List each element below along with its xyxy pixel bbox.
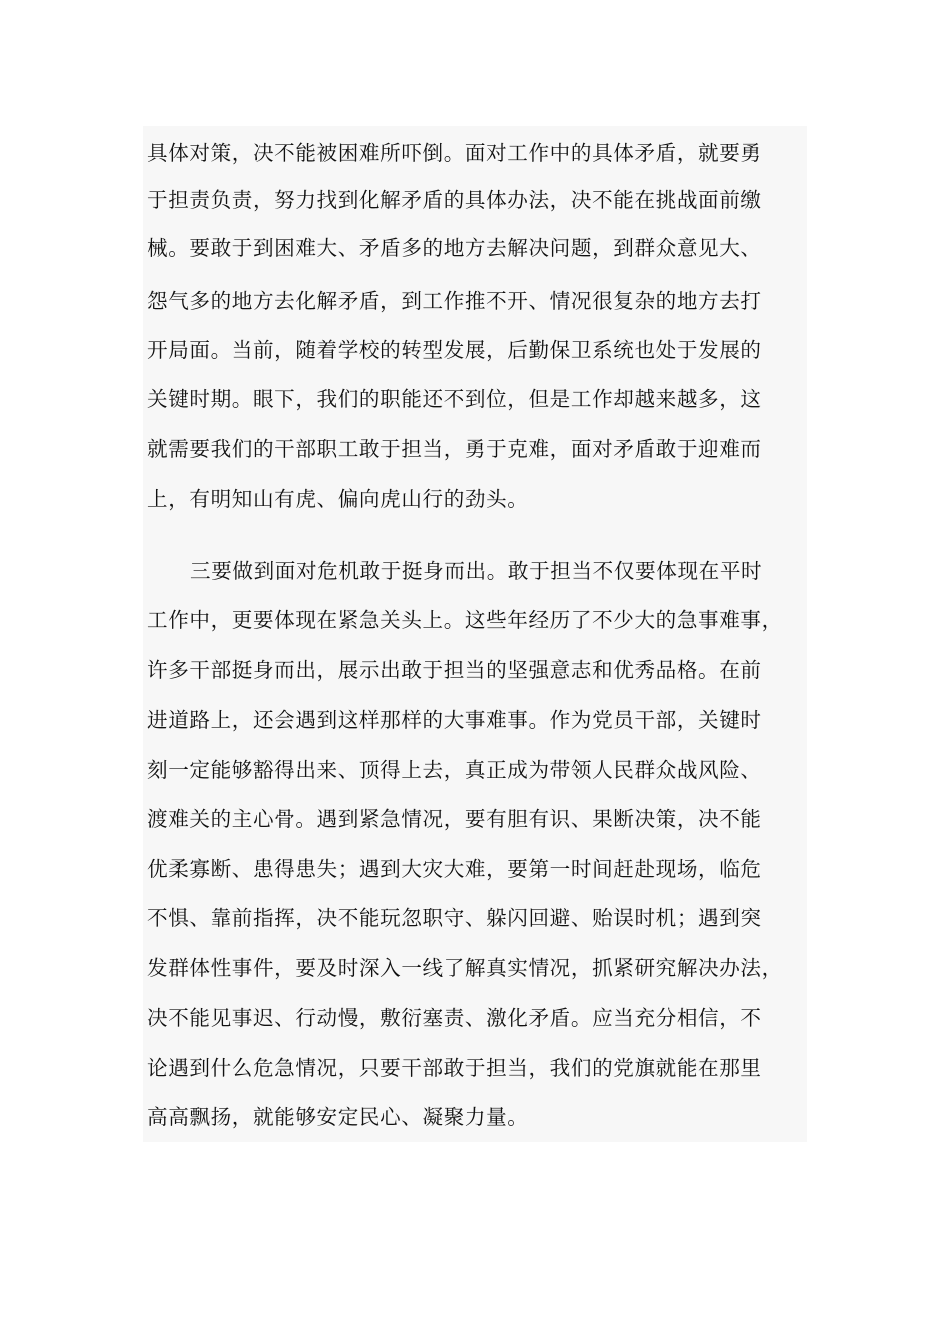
paragraph-1-line: 关键时期。眼下，我们的职能还不到位，但是工作却越来越多，这: [147, 387, 762, 411]
paragraph-2-line: 渡难关的主心骨。遇到紧急情况，要有胆有识、果断决策，决不能: [147, 807, 762, 831]
paragraph-2-line: 决不能见事迟、行动慢，敷衍塞责、激化矛盾。应当充分相信，不: [147, 1006, 762, 1030]
paragraph-2-line: 不惧、靠前指挥，决不能玩忽职守、躲闪回避、贻误时机；遇到突: [147, 906, 762, 930]
paragraph-1-line: 械。要敢于到困难大、矛盾多的地方去解决问题，到群众意见大、: [147, 236, 762, 260]
paragraph-1-line: 于担责负责，努力找到化解矛盾的具体办法，决不能在挑战面前缴: [147, 188, 762, 212]
paragraph-2-line: 刻一定能够豁得出来、顶得上去，真正成为带领人民群众战风险、: [147, 758, 762, 782]
paragraph-2-line: 三要做到面对危机敢于挺身而出。敢于担当不仅要体现在平时: [190, 559, 763, 583]
paragraph-2-line: 论遇到什么危急情况，只要干部敢于担当，我们的党旗就能在那里: [147, 1056, 762, 1080]
paragraph-2-line: 许多干部挺身而出，展示出敢于担当的坚强意志和优秀品格。在前: [147, 658, 762, 682]
paragraph-2-line: 工作中，更要体现在紧急关头上。这些年经历了不少大的急事难事，: [147, 608, 783, 632]
paragraph-2-line: 进道路上，还会遇到这样那样的大事难事。作为党员干部，关键时: [147, 708, 762, 732]
paragraph-1-line: 就需要我们的干部职工敢于担当，勇于克难，面对矛盾敢于迎难而: [147, 437, 762, 461]
paragraph-1-line: 开局面。当前，随着学校的转型发展，后勤保卫系统也处于发展的: [147, 338, 762, 362]
paragraph-2-line: 高高飘扬，就能够安定民心、凝聚力量。: [147, 1105, 529, 1129]
paragraph-1-line: 上，有明知山有虎、偏向虎山行的劲头。: [147, 487, 529, 511]
paragraph-2-line: 发群体性事件，要及时深入一线了解真实情况，抓紧研究解决办法，: [147, 956, 783, 980]
paragraph-1-line: 怨气多的地方去化解矛盾，到工作推不开、情况很复杂的地方去打: [147, 289, 762, 313]
paragraph-1-line: 具体对策，决不能被困难所吓倒。面对工作中的具体矛盾，就要勇: [147, 141, 762, 165]
text-block: [143, 126, 807, 1142]
paragraph-2-line: 优柔寡断、患得患失；遇到大灾大难，要第一时间赶赴现场，临危: [147, 857, 762, 881]
